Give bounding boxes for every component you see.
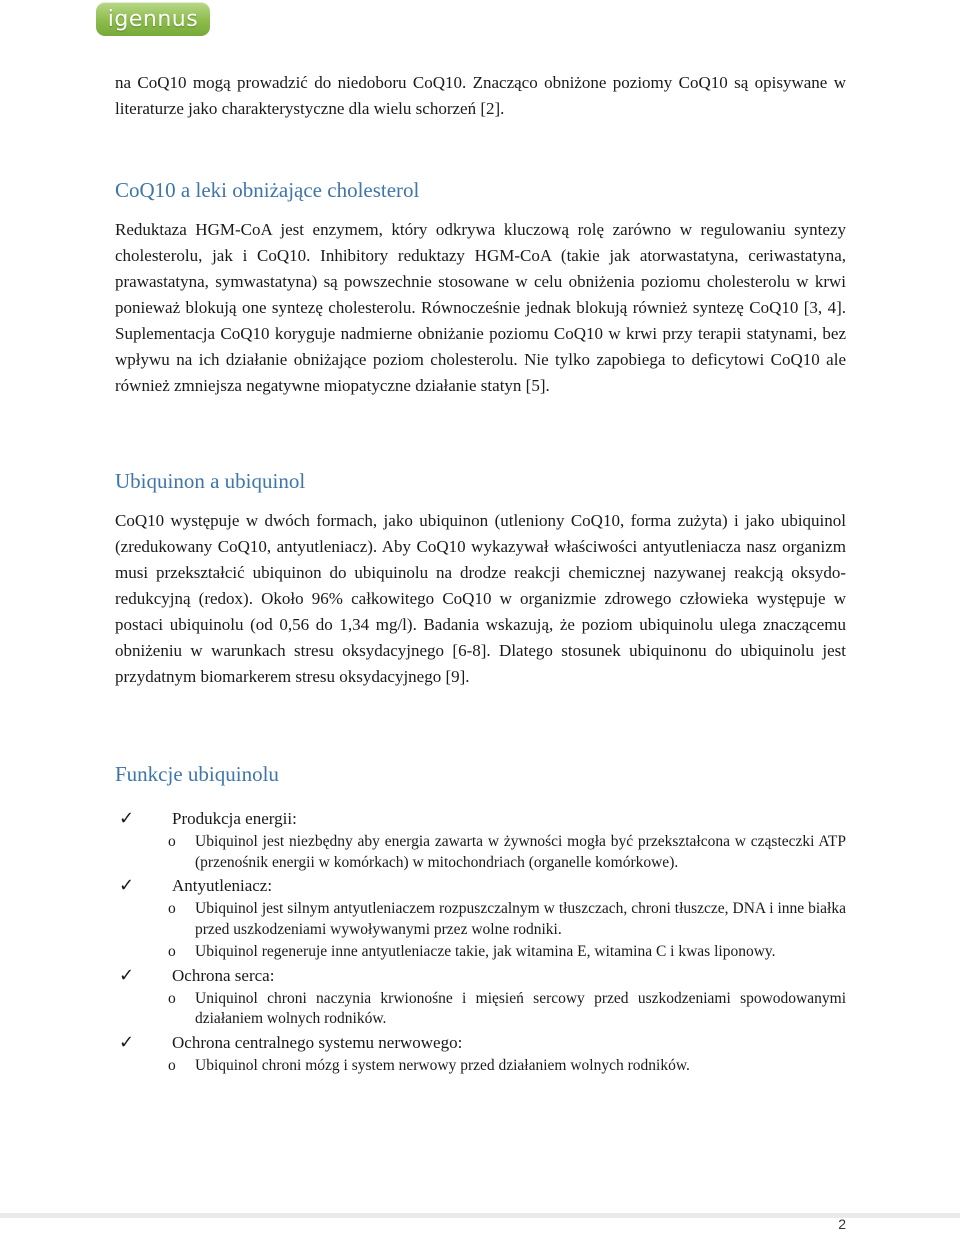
logo-text: igennus (107, 6, 199, 32)
document-body (115, 70, 846, 1076)
function-item (115, 875, 846, 963)
bullet-icon: o (168, 943, 176, 960)
checkmark-icon: ✓ (119, 808, 135, 829)
function-detail: o Ubiquinol chroni mózg i system nerwowy przed działaniem wolnych rodników. (115, 1056, 846, 1077)
function-label: Antyutleniacz: (172, 876, 273, 895)
bullet-icon: o (168, 833, 176, 850)
function-detail: o Ubiquinol jest niezbędny aby energia zawarta w żywności mogła być przekształcona w cząsteczki ATP (przenośnik energii w komórkach) w mitochondriach (organelle komórkowe). (115, 832, 846, 873)
bullet-icon: o (168, 900, 176, 917)
function-item (115, 965, 846, 1030)
function-item (115, 808, 846, 873)
section-title-statins: CoQ10 a leki obniżające cholesterol (115, 178, 420, 202)
function-detail: o Uniquinol chroni naczynia krwionośne i mięsień sercowy przed uszkodzeniami spowodowanymi działaniem wolnych rodników. (115, 989, 846, 1030)
section-title-ubiquinon: Ubiquinon a ubiquinol (115, 469, 306, 493)
bullet-icon: o (168, 1056, 176, 1074)
section-title-functions: Funkcje ubiquinolu (115, 762, 279, 786)
checkmark-icon: ✓ (119, 875, 135, 896)
bullet-icon: o (168, 989, 176, 1007)
function-label: Ochrona serca: (172, 965, 275, 985)
section-text-statins: Reduktaza HGM-CoA jest enzymem, który odkrywa kluczową rolę zarówno w regulowaniu syntezy cholesterolu, jak i CoQ10. Inhibitory reduktazy HGM-CoA (takie jak atorwastatyna, ceriwastatyna, prawastatyna, symwastatyna) są powszechnie stosowane w celu obniżenia poziomu cholesterolu w krwi ponieważ blokują one syntezę cholesterolu. Równocześnie jednak blokują również syntezę CoQ10 [3, 4]. Suplementacja CoQ10 koryguje nadmierne obniżanie poziomu CoQ10 w krwi przy terapii statynami, bez wpływu na ich działanie obniżające poziom cholesterolu. Nie tylko zapobiega to deficytowi CoQ10 ale również zmniejsza negatywne miopatyczne działanie statyn [5]. (115, 220, 846, 395)
page-number: 2 (838, 1216, 846, 1232)
checkmark-icon: ✓ (119, 964, 135, 986)
function-detail: o Ubiquinol regeneruje inne antyutleniacze takie, jak witamina E, witamina C i kwas liponowy. (115, 942, 846, 963)
igennus-logo (96, 2, 210, 36)
function-item (115, 1032, 846, 1077)
checkmark-icon: ✓ (119, 1031, 135, 1053)
function-detail: o Ubiquinol jest silnym antyutleniaczem rozpuszczalnym w tłuszczach, chroni tłuszcze, DNA i inne białka przed uszkodzeniami wywoływanymi przez wolne rodniki. (115, 899, 846, 940)
functions-list (115, 808, 846, 1076)
function-label: Ochrona centralnego systemu nerwowego: (172, 1032, 463, 1052)
function-label: Produkcja energii: (172, 809, 297, 828)
section-text-ubiquinon: CoQ10 występuje w dwóch formach, jako ubiquinon (utleniony CoQ10, forma zużyta) i jako ubiquinol (zredukowany CoQ10, antyutleniacz). Aby CoQ10 wykazywał właściwości antyutleniacza nasz organizm musi przekształcić ubiquinon do ubiquinolu na drodze reakcji chemicznej nazywanej reakcją oksydo-redukcyjną (redox). Około 96% całkowitego CoQ10 w organizmie zdrowego człowieka występuje w postaci ubiquinolu (od 0,56 do 1,34 mg/l). Badania wskazują, że poziom ubiquinolu ulega znaczącemu obniżeniu w warunkach stresu oksydacyjnego [6-8]. Dlatego stosunek ubiquinonu do ubiquinolu jest przydatnym biomarkerem stresu oksydacyjnego [9]. (115, 511, 846, 686)
footer-divider (0, 1213, 960, 1218)
intro-paragraph: na CoQ10 mogą prowadzić do niedoboru CoQ10. Znacząco obniżone poziomy CoQ10 są opisywane w literaturze jako charakterystyczne dla wielu schorzeń [2]. (115, 73, 846, 118)
